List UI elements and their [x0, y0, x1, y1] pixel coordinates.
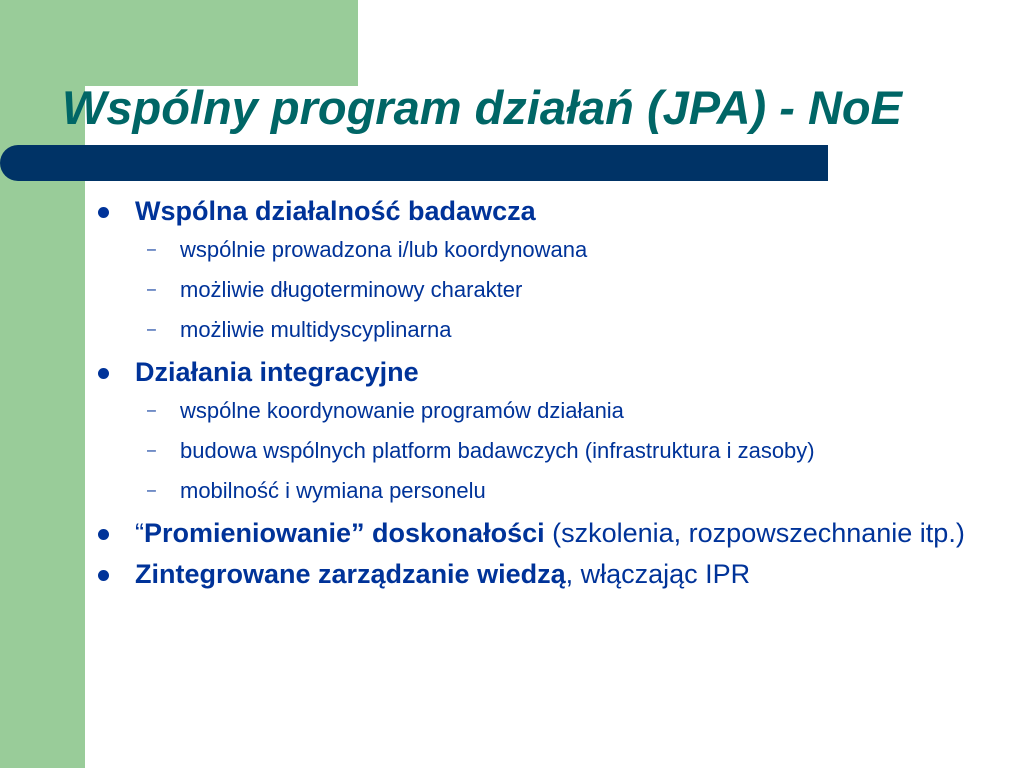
title-underline-bar	[0, 145, 828, 181]
bullet-heading: Wspólna działalność badawcza	[135, 196, 536, 226]
sub-item	[98, 313, 990, 346]
dash-marker: –	[147, 241, 156, 258]
bullet-knowledge-management	[98, 555, 990, 594]
dash-marker: –	[147, 482, 156, 499]
sub-item-text: mobilność i wymiana personelu	[180, 478, 486, 503]
dash-marker: –	[147, 321, 156, 338]
dash-marker: –	[147, 402, 156, 419]
green-top-block	[85, 0, 358, 86]
dash-marker: –	[147, 281, 156, 298]
bullet-dot-icon	[98, 529, 109, 540]
sub-item-text: budowa wspólnych platform badawczych (infrastruktura i zasoby)	[180, 438, 815, 463]
sub-item	[98, 233, 990, 266]
bullet-dot-icon	[98, 368, 109, 379]
bullet-rest: (szkolenia, rozpowszechnanie itp.)	[544, 518, 965, 548]
sub-item	[98, 273, 990, 306]
sub-item-text: wspólne koordynowanie programów działania	[180, 398, 624, 423]
sub-item	[98, 394, 990, 427]
dash-marker: –	[147, 442, 156, 459]
sub-item	[98, 434, 990, 467]
sub-item	[98, 474, 990, 507]
bullet-heading: Działania integracyjne	[135, 357, 419, 387]
bullet-integration	[98, 353, 990, 392]
bullet-joint-research	[98, 192, 990, 231]
bullet-rest: , włączając IPR	[565, 559, 751, 589]
slide-content	[98, 192, 990, 596]
slide-title: Wspólny program działań (JPA) - NoE	[62, 81, 902, 134]
open-quote: “	[135, 518, 144, 548]
sub-item-text: wspólnie prowadzona i/lub koordynowana	[180, 237, 588, 262]
sub-item-text: możliwie multidyscyplinarna	[180, 317, 452, 342]
bullet-dot-icon	[98, 207, 109, 218]
bullet-heading: Promieniowanie” doskonałości	[144, 518, 545, 548]
bullet-heading: Zintegrowane zarządzanie wiedzą	[135, 559, 566, 589]
bullet-excellence	[98, 514, 990, 553]
sub-item-text: możliwie długoterminowy charakter	[180, 277, 523, 302]
bullet-dot-icon	[98, 570, 109, 581]
